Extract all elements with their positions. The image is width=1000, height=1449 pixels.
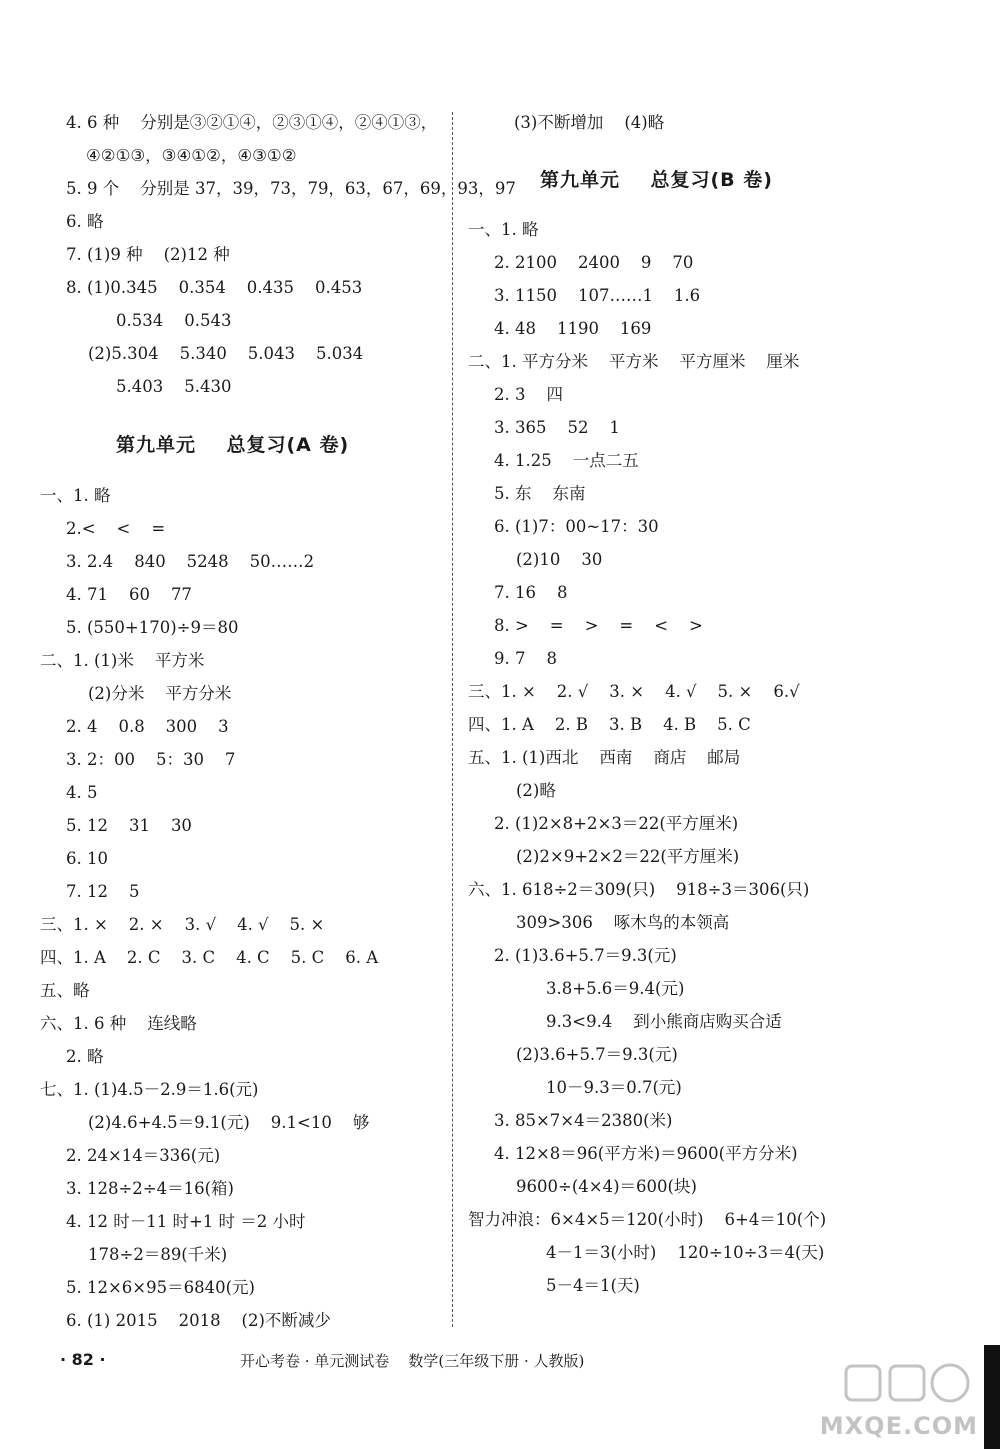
answer-line: 4. 6 种 分别是③②①④，②③①④，②④①③， [66, 113, 438, 132]
answer-line: 二、1. 平方分米 平方米 平方厘米 厘米 [468, 352, 800, 371]
answer-line: 6. (1) 2015 2018 (2)不断减少 [66, 1311, 331, 1330]
answer-line: 9600÷(4×4)＝600(块) [516, 1177, 697, 1196]
answer-line: 3. 85×7×4＝2380(米) [494, 1111, 673, 1130]
answer-line: 5.403 5.430 [116, 377, 232, 396]
answer-line: (2)略 [516, 781, 556, 800]
answer-line: (3)不断增加 (4)略 [514, 113, 665, 132]
page-number: · 82 · [60, 1350, 106, 1369]
answer-line: 四、1. A 2. B 3. B 4. B 5. C [468, 715, 751, 734]
answer-line: 4. 12×8＝96(平方米)＝9600(平方分米) [494, 1144, 798, 1163]
answer-line: 5. 12 31 30 [66, 816, 192, 835]
answer-line: 6. 略 [66, 212, 104, 231]
section-heading-b: 第九单元 总复习(B 卷) [540, 169, 773, 191]
answer-line: (2)2×9+2×2＝22(平方厘米) [516, 847, 740, 866]
answer-line: 四、1. A 2. C 3. C 4. C 5. C 6. A [40, 948, 379, 967]
answer-line: 3. 128÷2÷4＝16(箱) [66, 1179, 234, 1198]
answer-line: 5. 9 个 分别是 37，39，73，79，63，67，69，93，97 [66, 179, 516, 198]
page-footer [60, 1350, 930, 1376]
answer-line: 178÷2＝89(千米) [88, 1245, 228, 1264]
watermark-logo-icon [838, 1360, 978, 1410]
answer-line: 一、1. 略 [40, 486, 111, 505]
answer-line: ④②①③，③④①②，④③①② [86, 146, 297, 165]
answer-line: 4. 12 时－11 时+1 时 ＝2 小时 [66, 1212, 306, 1231]
answer-line: 2. 2100 2400 9 70 [494, 253, 694, 272]
answer-line: 4. 71 60 77 [66, 585, 192, 604]
answer-line: (2)4.6+4.5＝9.1(元) 9.1<10 够 [88, 1113, 370, 1132]
answer-line: 6. 10 [66, 849, 108, 868]
watermark-text: MXQE.COM [819, 1412, 978, 1440]
column-divider [452, 112, 453, 1327]
answer-line: 8. (1)0.345 0.354 0.435 0.453 [66, 278, 363, 297]
answer-line: 5. 12×6×95＝6840(元) [66, 1278, 255, 1297]
answer-line: 5－4＝1(天) [546, 1276, 640, 1295]
answer-line: 3. 1150 107……1 1.6 [494, 286, 701, 305]
answer-line: 4. 5 [66, 783, 98, 802]
answer-line: 7. 12 5 [66, 882, 140, 901]
answer-line: 三、1. × 2. × 3. √ 4. √ 5. × [40, 915, 325, 934]
answer-line: 4. 1.25 一点二五 [494, 451, 639, 470]
answer-line: 智力冲浪：6×4×5＝120(小时) 6+4＝10(个) [468, 1210, 827, 1229]
answer-line: 五、1. (1)西北 西南 商店 邮局 [468, 748, 741, 767]
answer-line: 二、1. (1)米 平方米 [40, 651, 205, 670]
answer-line: 五、略 [40, 981, 90, 1000]
section-heading-a: 第九单元 总复习(A 卷) [116, 434, 350, 456]
book-series-title: 开心考卷 · 单元测试卷 数学(三年级下册 · 人教版) [240, 1352, 585, 1370]
answer-line: 8. > = > = < > [494, 616, 703, 635]
answer-line: 三、1. × 2. √ 3. × 4. √ 5. × 6.√ [468, 682, 800, 701]
answer-line: 7. 16 8 [494, 583, 568, 602]
answer-line: 2.< < = [66, 519, 166, 538]
answer-line: 6. (1)7：00~17：30 [494, 517, 659, 536]
answer-line: 309>306 啄木鸟的本领高 [516, 913, 730, 932]
answer-line: 2. 略 [66, 1047, 104, 1066]
answer-line: 七、1. (1)4.5－2.9＝1.6(元) [40, 1080, 259, 1099]
answer-line: (2)5.304 5.340 5.043 5.034 [88, 344, 364, 363]
page-edge-tab [984, 1345, 1000, 1449]
answer-line: 3.8+5.6＝9.4(元) [546, 979, 685, 998]
answer-line: 9. 7 8 [494, 649, 557, 668]
answer-line: 0.534 0.543 [116, 311, 232, 330]
answer-line: 六、1. 6 种 连线略 [40, 1014, 197, 1033]
answer-line: 5. 东 东南 [494, 484, 586, 503]
answer-line: (2)3.6+5.7＝9.3(元) [516, 1045, 678, 1064]
answer-line: 2. 4 0.8 300 3 [66, 717, 229, 736]
answer-line: (2)10 30 [516, 550, 603, 569]
answer-line: 3. 2：00 5：30 7 [66, 750, 236, 769]
answer-line: 2. (1)2×8+2×3＝22(平方厘米) [494, 814, 739, 833]
watermark [819, 1360, 978, 1440]
answer-line: 2. 3 四 [494, 385, 563, 404]
answer-line: 4. 48 1190 169 [494, 319, 652, 338]
answer-line: 3. 2.4 840 5248 50……2 [66, 552, 315, 571]
answer-line: 一、1. 略 [468, 220, 539, 239]
answer-line: 4－1＝3(小时) 120÷10÷3＝4(天) [546, 1243, 825, 1262]
answer-line: (2)分米 平方分米 [88, 684, 232, 703]
answer-line: 2. 24×14＝336(元) [66, 1146, 221, 1165]
answer-line: 9.3<9.4 到小熊商店购买合适 [546, 1012, 782, 1031]
answer-line: 5. (550+170)÷9＝80 [66, 618, 239, 637]
answer-line: 2. (1)3.6+5.7＝9.3(元) [494, 946, 677, 965]
answer-line: 10－9.3＝0.7(元) [546, 1078, 682, 1097]
answer-line: 六、1. 618÷2＝309(只) 918÷3＝306(只) [468, 880, 810, 899]
answer-line: 3. 365 52 1 [494, 418, 620, 437]
answer-line: 7. (1)9 种 (2)12 种 [66, 245, 230, 264]
